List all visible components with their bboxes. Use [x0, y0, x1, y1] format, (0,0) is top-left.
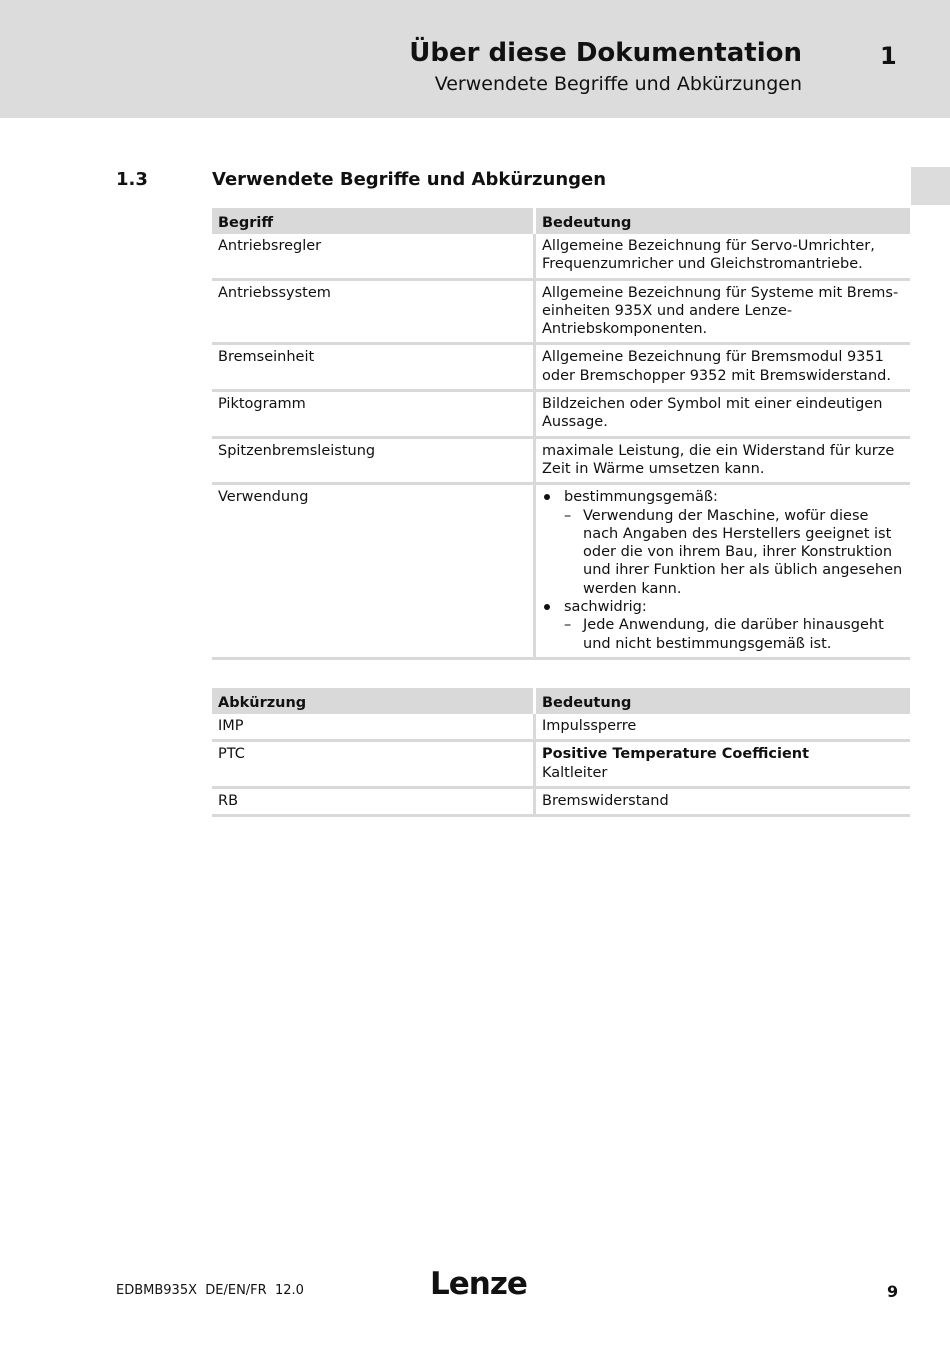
meaning-cell [536, 742, 910, 789]
section-title: Verwendete Begriffe und Abkürzungen [212, 169, 607, 190]
list-item [542, 488, 904, 598]
terms-table [212, 208, 910, 660]
table-row [212, 714, 910, 742]
meaning-cell: Bildzeichen oder Symbol mit einer eindeutigen Aussage. [536, 392, 910, 439]
meaning-cell: Allgemeine Bezeichnung für Bremsmodul 9351 oder Bremschopper 9352 mit Bremswiderstand. [536, 345, 910, 392]
list-item [542, 598, 904, 653]
header-title: Über diese Dokumentation [409, 38, 802, 68]
table-row [212, 345, 910, 392]
term-cell: Bremseinheit [212, 345, 536, 392]
meaning-cell: Allgemeine Bezeichnung für Systeme mit Bremseinheiten 935X und andere Lenze-Antriebskomponenten. [536, 281, 910, 346]
table-row [212, 439, 910, 486]
usage-list [542, 488, 904, 653]
meaning-german: Kaltleiter [542, 764, 608, 781]
abbreviation-cell: PTC [212, 742, 536, 789]
column-header-meaning: Bedeutung [536, 208, 910, 234]
header-subtitle: Verwendete Begriffe und Abkürzungen [434, 73, 802, 95]
table-row [212, 281, 910, 346]
usage-sublist [564, 507, 904, 598]
chapter-number: 1 [880, 42, 897, 70]
page-number: 9 [887, 1282, 899, 1301]
term-cell: Piktogramm [212, 392, 536, 439]
term-cell: Spitzenbremsleistung [212, 439, 536, 486]
meaning-cell: Bremswiderstand [536, 789, 910, 817]
term-cell: Verwendung [212, 485, 536, 660]
column-header-abbreviation: Abkürzung [212, 688, 536, 714]
list-item: – Verwendung der Maschine, wofür diese nach Angaben des Herstellers geeignet ist oder die von ihrem Bau, ihrer Konstruktion und ihrer Funktion her als üblich angesehen werden kann. [564, 507, 904, 598]
meaning-cell [536, 485, 910, 660]
abbreviation-cell: IMP [212, 714, 536, 742]
list-item: – Jede Anwendung, die darüber hinausgeht und nicht bestimmungsgemäß ist. [564, 616, 904, 653]
column-header-term: Begriff [212, 208, 536, 234]
table-row [212, 742, 910, 789]
table-row [212, 789, 910, 817]
meaning-cell: Impulssperre [536, 714, 910, 742]
terms-table-header [212, 208, 910, 234]
meaning-english: Positive Temperature Coefficient [542, 746, 810, 763]
term-cell: Antriebsregler [212, 234, 536, 281]
meaning-cell: maximale Leistung, die ein Widerstand für kurze Zeit in Wärme umsetzen kann. [536, 439, 910, 486]
chapter-side-tab [911, 167, 950, 205]
abbreviations-table [212, 688, 910, 817]
term-cell: Antriebssystem [212, 281, 536, 346]
abbreviation-cell: RB [212, 789, 536, 817]
usage-label: bestimmungsgemäß: [564, 489, 718, 506]
section-number: 1.3 [116, 169, 148, 190]
table-row [212, 392, 910, 439]
abbreviations-table-header [212, 688, 910, 714]
usage-label: sachwidrig: [564, 599, 647, 616]
column-header-meaning: Bedeutung [536, 688, 910, 714]
usage-sublist [564, 616, 904, 653]
meaning-cell: Allgemeine Bezeichnung für Servo-Umrichter, Frequenzumricher und Gleichstromantriebe. [536, 234, 910, 281]
table-row [212, 485, 910, 660]
table-row [212, 234, 910, 281]
lenze-logo: Lenze [430, 1266, 527, 1302]
document-id: EDBMB935X DE/EN/FR 12.0 [116, 1283, 304, 1298]
